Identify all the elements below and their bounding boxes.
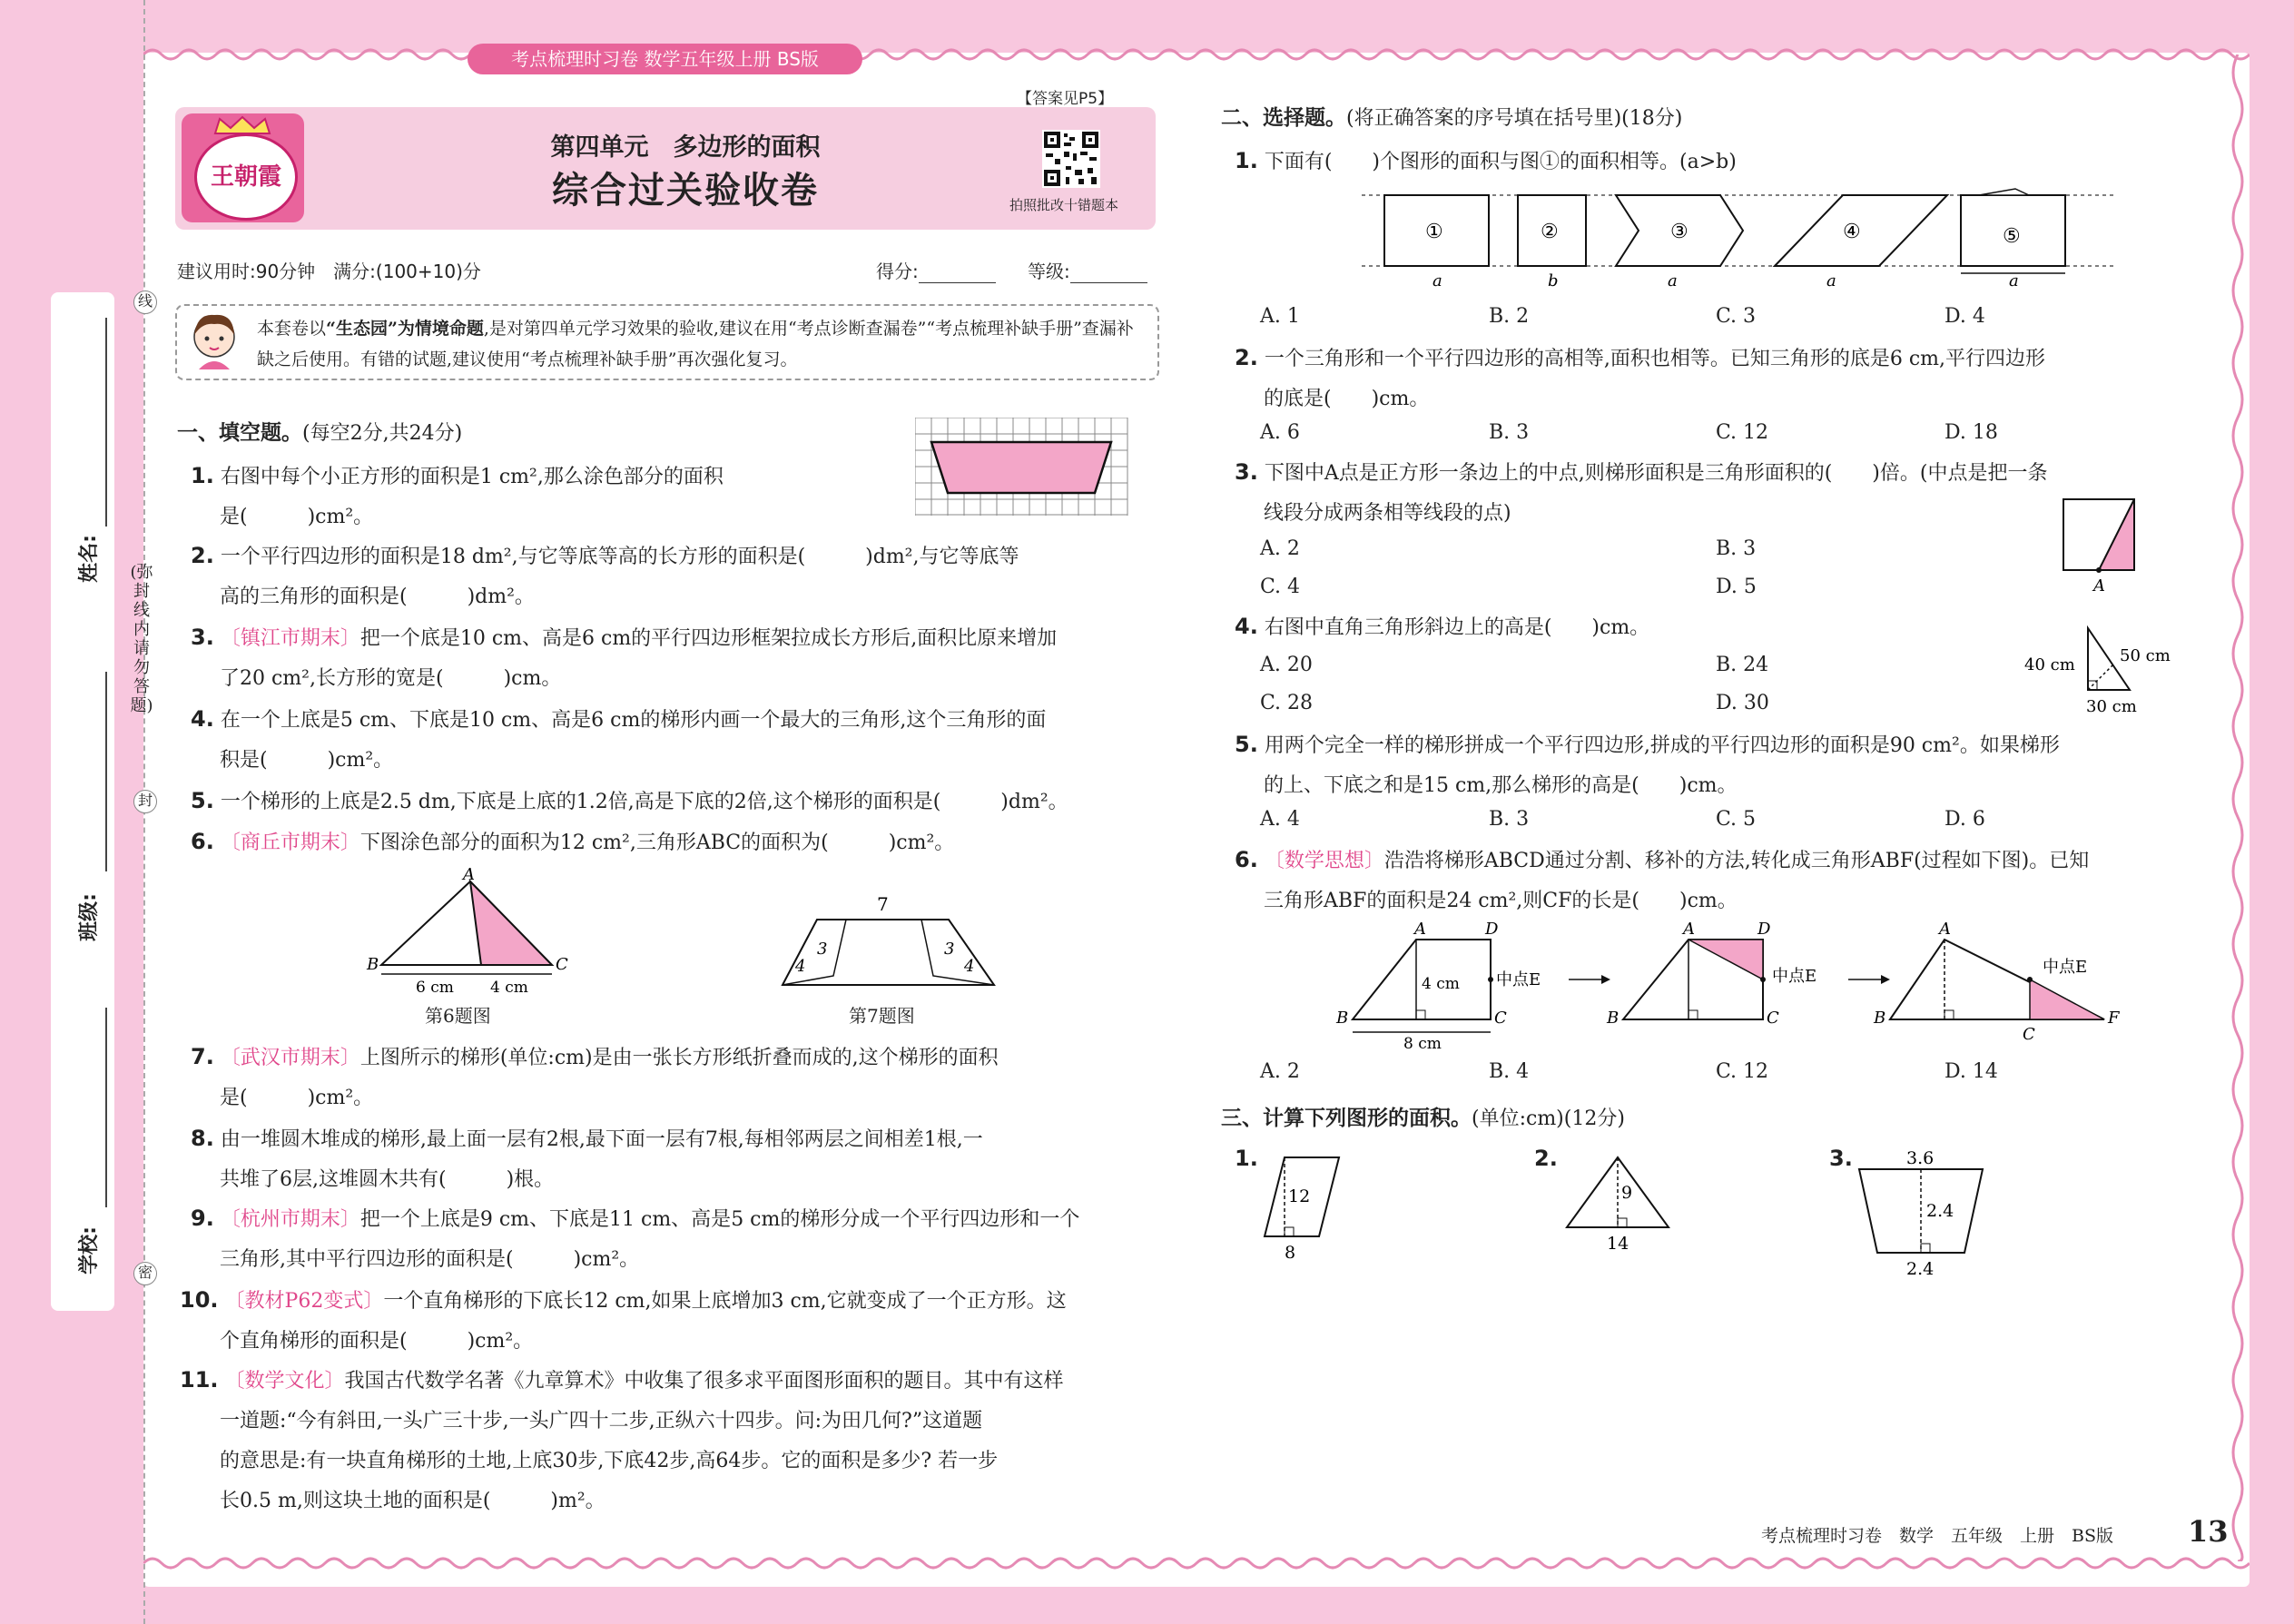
q7-label-a: 4 [795, 957, 806, 976]
fig6-2-A: A [1683, 921, 1695, 939]
mc-q5-option-c[interactable]: C. 5 [1716, 808, 1757, 831]
notice-box [175, 304, 1159, 380]
seal-line-char: 线 [133, 290, 157, 314]
bottom-wave-border [143, 1554, 2250, 1572]
q6-tag: 〔商丘市期末〕 [220, 832, 360, 854]
school-label: 学校: [77, 1226, 101, 1275]
part3-title: 三、计算下列图形的面积。 [1221, 1107, 1472, 1130]
calc-q2-num: 2. [1534, 1146, 1558, 1171]
mc-q1-option-c[interactable]: C. 3 [1716, 305, 1757, 328]
q7-label-top: 7 [877, 894, 889, 915]
mc-q1-figures [1362, 186, 2124, 290]
mc-q2-text2[interactable]: 的底是( )cm。 [1264, 388, 1430, 410]
mc-q3-number: 3. [1235, 459, 1258, 485]
mc-q2-option-d[interactable]: D. 18 [1944, 421, 1998, 444]
right-wave-border [2229, 54, 2247, 1561]
class-underline[interactable] [105, 672, 107, 871]
q4-number: 4. [191, 706, 214, 732]
fig6-1-h: 4 cm [1422, 975, 1460, 993]
calc-q3-trapezoid [1852, 1146, 1997, 1284]
q7-label-c: 3 [944, 940, 955, 959]
score-label: 得分: [876, 261, 919, 282]
q5-number: 5. [191, 788, 214, 813]
logo-text: 王朝霞 [210, 163, 281, 191]
q7-trapezoid-figure [772, 894, 1008, 994]
q10-text2[interactable]: 个直角梯形的面积是( )cm²。 [220, 1330, 534, 1353]
q11-text: 我国古代数学名著《九章算术》中收集了很多求平面图形面积的题目。其中有这样 [344, 1370, 1064, 1393]
fig6-2-D: D [1757, 921, 1771, 939]
q6-label-6cm: 6 cm [416, 979, 454, 994]
fig6-3-C: C [2023, 1025, 2035, 1044]
mc-q5-option-b[interactable]: B. 3 [1489, 808, 1530, 831]
grade-field[interactable] [1028, 257, 1147, 283]
mc-q6-option-d[interactable]: D. 14 [1944, 1060, 1998, 1083]
q3-tag: 〔镇江市期末〕 [220, 627, 360, 650]
calc-q1-height: 12 [1288, 1186, 1311, 1206]
top-wave-border [143, 45, 2250, 64]
fig6-3-B: B [1874, 1009, 1886, 1028]
qr-caption: 拍照批改十错题本 [1009, 197, 1119, 213]
q4-text: 在一个上底是5 cm、下底是10 cm、高是6 cm的梯形内画一个最大的三角形,这个三角形的面 [220, 709, 1047, 732]
q11-tag: 〔数学文化〕 [224, 1370, 345, 1393]
mc-q4-text[interactable]: 右图中直角三角形斜边上的高是( )cm。 [1264, 616, 1650, 639]
q11-text4[interactable]: 长0.5 m,则这块土地的面积是( )m²。 [220, 1490, 605, 1512]
mc-q6-number: 6. [1235, 847, 1258, 872]
q7-label-b: 3 [817, 940, 828, 959]
q7-caption: 第7题图 [849, 1005, 915, 1027]
footer-text: 考点梳理时习卷 数学 五年级 上册 BS版 [1761, 1526, 2113, 1546]
fig6-3-A: A [1939, 921, 1951, 939]
fig1-base-1: a [1433, 271, 1442, 290]
mc-q6-option-a[interactable]: A. 2 [1260, 1060, 1300, 1083]
mc-q1-option-a[interactable]: A. 1 [1260, 305, 1300, 328]
q9-tag: 〔杭州市期末〕 [220, 1208, 360, 1231]
q2 [191, 536, 1167, 617]
notice-text-part1: 本套卷以 [257, 319, 327, 339]
calc-q2-number [1534, 1138, 1558, 1180]
answer-reference: 【答案见P5】 [1017, 90, 1114, 108]
class-label: 班级: [77, 893, 101, 941]
mc-q2 [1235, 338, 2206, 419]
mc-q2-option-b[interactable]: B. 3 [1489, 421, 1530, 444]
q11 [180, 1360, 1169, 1521]
mc-q6-text: 浩浩将梯形ABCD通过分割、移补的方法,转化成三角形ABF(过程如下图)。已知 [1383, 850, 2090, 872]
q1-text2[interactable]: 是( )cm²。 [220, 506, 374, 528]
q6-label-B: B [367, 955, 379, 974]
mc-q1-number: 1. [1235, 148, 1258, 173]
q1-text: 右图中每个小正方形的面积是1 cm²,那么涂色部分的面积 [220, 466, 724, 488]
calc-q1-number [1235, 1138, 1258, 1180]
q6-text[interactable]: 下图涂色部分的面积为12 cm²,三角形ABC的面积为( )cm²。 [359, 832, 955, 854]
q4-text2[interactable]: 积是( )cm²。 [220, 749, 394, 772]
calc-q3-top: 3.6 [1906, 1148, 1935, 1168]
calc-q3-height: 2.4 [1926, 1201, 1954, 1221]
mc-q2-option-a[interactable]: A. 6 [1260, 421, 1300, 444]
mc-q3-option-b[interactable]: B. 3 [1716, 537, 1757, 560]
q7-tag: 〔武汉市期末〕 [220, 1047, 360, 1069]
q9-text2[interactable]: 三角形,其中平行四边形的面积是( )cm²。 [220, 1248, 640, 1271]
mc-q4-option-c[interactable]: C. 28 [1260, 692, 1314, 714]
q7-number: 7. [191, 1044, 214, 1069]
q10-number: 10. [180, 1287, 219, 1313]
q8-text2[interactable]: 共堆了6层,这堆圆木共有( )根。 [220, 1168, 555, 1191]
mc-q4-triangle-figure [2024, 625, 2179, 715]
part2-heading [1221, 98, 1682, 139]
calc-q2-base: 14 [1607, 1234, 1629, 1254]
mc-q5-text: 用两个完全一样的梯形拼成一个平行四边形,拼成的平行四边形的面积是90 cm²。如果梯形 [1264, 734, 2060, 757]
fig6-3-E: 中点E [2043, 958, 2088, 977]
mc-q3-option-c[interactable]: C. 4 [1260, 576, 1301, 598]
mc-q1-option-d[interactable]: D. 4 [1944, 305, 1985, 328]
name-underline[interactable] [105, 318, 107, 527]
q8-number: 8. [191, 1126, 214, 1151]
part3-heading [1221, 1098, 1625, 1139]
q7-text: 上图所示的梯形(单位:cm)是由一张长方形纸折叠而成的,这个梯形的面积 [359, 1047, 999, 1069]
grade-label: 等级: [1028, 261, 1070, 282]
time-info: 建议用时:90分钟 满分:(100+10)分 [177, 261, 481, 282]
fig6-2-C: C [1767, 1009, 1779, 1028]
q3-text2[interactable]: 了20 cm²,长方形的宽是( )cm。 [220, 667, 562, 690]
calc-q1-base: 8 [1285, 1243, 1296, 1263]
part1-heading [177, 413, 462, 454]
q5-text[interactable]: 一个梯形的上底是2.5 dm,下底是上底的1.2倍,高是下底的2倍,这个梯形的面积是( )dm²。 [220, 791, 1068, 813]
mc-q4-option-a[interactable]: A. 20 [1260, 654, 1313, 676]
mc-q5 [1235, 724, 2206, 806]
qr-code-icon[interactable] [1042, 130, 1100, 188]
brand-logo [182, 113, 304, 222]
q8 [191, 1118, 1167, 1200]
calc-q2-triangle [1560, 1153, 1687, 1257]
seal-secret-char: 密 [133, 1262, 157, 1285]
q11-number: 11. [180, 1367, 219, 1393]
girl-mascot-icon [186, 310, 242, 373]
mc-q3-option-d[interactable]: D. 5 [1716, 576, 1757, 598]
mc-q5-text2[interactable]: 的上、下底之和是15 cm,那么梯形的高是( )cm。 [1264, 774, 1738, 797]
score-blank[interactable] [919, 266, 996, 283]
seal-seal-char: 封 [133, 790, 157, 813]
q1 [191, 456, 1167, 537]
q3-number: 3. [191, 625, 214, 650]
mc-q3-text[interactable]: 下图中A点是正方形一条边上的中点,则梯形面积是三角形面积的( )倍。(中点是把一条 [1264, 462, 2048, 485]
calc-q3-num: 3. [1829, 1146, 1853, 1171]
mc-q2-option-c[interactable]: C. 12 [1716, 421, 1769, 444]
score-field[interactable] [876, 257, 996, 283]
notice-text-part2: ,是对第四单元学习效果的验收,建议在用“考点诊断查漏卷”“考点梳理补缺手册”查漏补缺之后使用。有错的试题,建议使用“考点梳理补缺手册”再次强化复习。 [257, 319, 1134, 369]
part2-points: (将正确答案的序号填在括号里)(18分) [1346, 107, 1683, 130]
mc-q5-number: 5. [1235, 732, 1258, 757]
q10-text: 一个直角梯形的下底长12 cm,如果上底增加3 cm,它就变成了一个正方形。这 [383, 1290, 1067, 1313]
q5 [191, 781, 1167, 822]
grade-blank[interactable] [1070, 266, 1147, 283]
q10 [180, 1280, 1169, 1362]
mc-q3-option-a[interactable]: A. 2 [1260, 537, 1300, 560]
q4 [191, 699, 1167, 781]
q8-text: 由一堆圆木堆成的梯形,最上面一层有2根,最下面一层有7根,每相邻两层之间相差1根,一 [220, 1128, 983, 1151]
mc-q6-option-c[interactable]: C. 12 [1716, 1060, 1769, 1083]
q3 [191, 617, 1167, 699]
page-number: 13 [2188, 1514, 2229, 1549]
q2-text[interactable]: 一个平行四边形的面积是18 dm²,与它等底等高的长方形的面积是( )dm²,与它等底等 [220, 546, 1019, 568]
fig6-1-A: A [1414, 921, 1426, 939]
name-label: 姓名: [77, 535, 101, 583]
part2-title: 二、选择题。 [1221, 106, 1346, 130]
mc-q2-number: 2. [1235, 345, 1258, 370]
q9-text: 把一个上底是9 cm、下底是11 cm、高是5 cm的梯形分成一个平行四边形和一个 [359, 1208, 1080, 1231]
mc-q3-square-figure [2059, 495, 2141, 596]
mc-q2-text: 一个三角形和一个平行四边形的高相等,面积也相等。已知三角形的底是6 cm,平行四边形 [1264, 348, 2045, 370]
fig1-label-1: ① [1425, 221, 1443, 243]
q6 [191, 822, 1167, 863]
mc-q5-option-a[interactable]: A. 4 [1260, 808, 1300, 831]
q9 [191, 1198, 1167, 1280]
q6-number: 6. [191, 829, 214, 854]
mc-q3-label-A: A [2093, 576, 2105, 595]
fig1-label-5: ⑤ [2003, 225, 2021, 248]
school-underline[interactable] [105, 1008, 107, 1207]
mc-q6-text2[interactable]: 三角形ABF的面积是24 cm²,则CF的长是( )cm。 [1264, 890, 1738, 912]
mc-q6-tag: 〔数学思想〕 [1264, 850, 1384, 872]
mc-q4-option-d[interactable]: D. 30 [1716, 692, 1769, 714]
fig6-2-B: B [1607, 1009, 1620, 1028]
part1-title: 一、填空题。 [177, 421, 302, 445]
q11-text3: 的意思是:有一块直角梯形的土地,上底30步,下底42步,高64步。它的面积是多少? 若一步 [220, 1450, 999, 1472]
calc-q3-number [1829, 1138, 1853, 1180]
fig1-label-4: ④ [1843, 221, 1861, 243]
fig1-base-3: a [1668, 271, 1678, 290]
seal-note: (弥封线内请勿答题) [130, 563, 153, 715]
mc-q1 [1235, 141, 2206, 182]
q6-label-4cm: 4 cm [490, 979, 528, 994]
fig6-1-D: D [1485, 921, 1499, 939]
q9-number: 9. [191, 1206, 214, 1231]
calc-q1-parallelogram [1257, 1153, 1357, 1266]
q3-text: 把一个底是10 cm、高是6 cm的平行四边形框架拉成长方形后,面积比原来增加 [359, 627, 1058, 650]
fig1-label-2: ② [1541, 221, 1559, 243]
q6-triangle-figure [363, 867, 581, 994]
q11-text2: 一道题:“今有斜田,一头广三十步,一头广四十二步,正纵六十四步。问:为田几何?”这道题 [220, 1410, 983, 1432]
fig6-1-C: C [1494, 1009, 1507, 1028]
mc-q4-label-40: 40 cm [2024, 655, 2075, 674]
calc-q1-num: 1. [1235, 1146, 1258, 1171]
mc-q4-number: 4. [1235, 614, 1258, 639]
fig1-base-4: a [1826, 271, 1836, 290]
mc-q4-label-50: 50 cm [2120, 646, 2171, 665]
q2-number: 2. [191, 543, 214, 568]
mc-q6-transform-figure [1334, 921, 2124, 1048]
mc-q1-option-b[interactable]: B. 2 [1489, 305, 1530, 328]
crown-icon [211, 115, 274, 135]
fig6-1-E: 中点E [1496, 970, 1541, 989]
mc-q4-label-30: 30 cm [2086, 697, 2137, 715]
part3-points: (单位:cm)(12分) [1472, 1107, 1625, 1130]
part1-points: (每空2分,共24分) [302, 422, 463, 445]
calc-q3-bottom: 2.4 [1906, 1259, 1935, 1279]
mc-q1-text: 下面有( )个图形的面积与图①的面积相等。(a>b) [1264, 151, 1737, 173]
fig6-1-base: 8 cm [1403, 1035, 1442, 1048]
page-title: 综合过关验收卷 [552, 170, 819, 212]
q6-label-C: C [556, 955, 568, 974]
notice-text [257, 313, 1142, 375]
mc-q3-text2: 线段分成两条相等线段的点) [1264, 502, 1511, 525]
fig6-2-E: 中点E [1772, 967, 1817, 986]
q6-caption: 第6题图 [425, 1005, 491, 1027]
mc-q6-option-b[interactable]: B. 4 [1489, 1060, 1530, 1083]
notice-text-bold: “生态园”为情境命题 [326, 319, 484, 339]
unit-title: 第四单元 多边形的面积 [550, 133, 821, 162]
fig6-3-F: F [2108, 1009, 2120, 1028]
q2-text2[interactable]: 高的三角形的面积是( )dm²。 [220, 586, 535, 608]
fig1-label-3: ③ [1670, 221, 1689, 243]
q7 [191, 1037, 1167, 1118]
header-tab: 考点梳理时习卷 数学五年级上册 BS版 [468, 44, 862, 74]
q1-number: 1. [191, 463, 214, 488]
mc-q5-option-d[interactable]: D. 6 [1944, 808, 1985, 831]
fig1-base-2: b [1548, 271, 1559, 290]
fig1-base-5: a [2009, 271, 2019, 290]
q10-tag: 〔教材P62变式〕 [224, 1290, 384, 1313]
q6-label-A: A [463, 867, 475, 884]
mc-q4-option-b[interactable]: B. 24 [1716, 654, 1769, 676]
q7-text2[interactable]: 是( )cm²。 [220, 1087, 374, 1109]
q7-label-d: 4 [964, 957, 975, 976]
fig6-1-B: B [1336, 1009, 1349, 1028]
mc-q6 [1235, 840, 2206, 921]
calc-q2-height: 9 [1621, 1183, 1633, 1203]
